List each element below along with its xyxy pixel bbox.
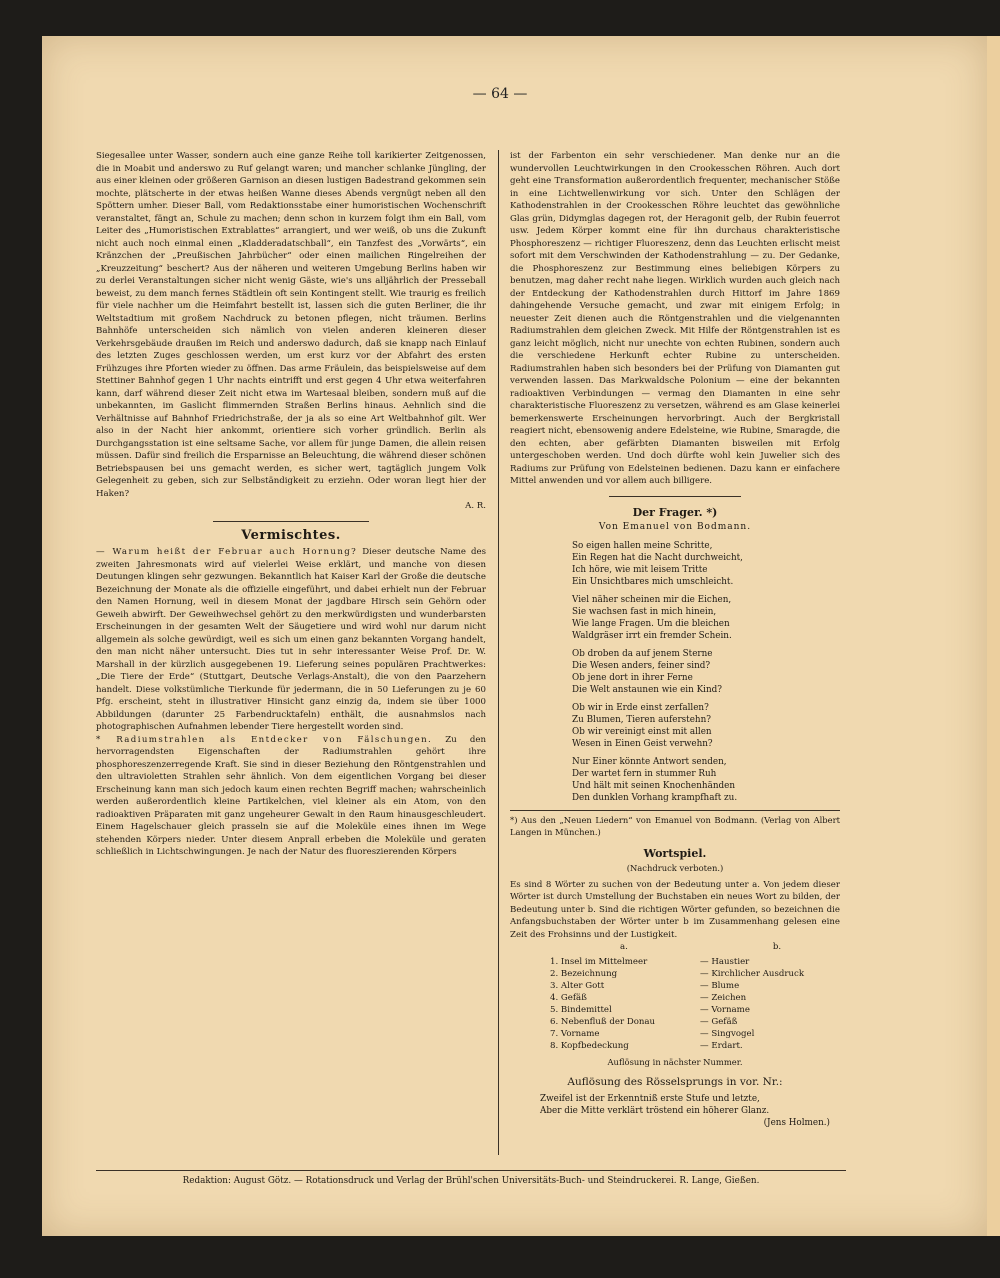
puzzle-col-b: b. [772, 942, 782, 952]
poem-title: Der Frager. *) [632, 505, 718, 519]
poem-stanza [572, 540, 840, 588]
poem-line: Der wartet fern in stummer Ruh [572, 768, 717, 779]
puzzle-cell-b: — Kirchlicher Ausdruck [700, 968, 805, 979]
solution-line: Aber die Mitte verklärt tröstend ein höherer Glanz. [540, 1105, 770, 1116]
column-rule [498, 150, 499, 1155]
puzzle-cell-a: 1. Insel im Mittelmeer [550, 956, 648, 967]
left-column [96, 150, 486, 1160]
section-title: Vermischtes. [241, 527, 341, 543]
item-hornung [96, 546, 486, 734]
puzzle-row [510, 956, 840, 968]
puzzle-cell-a: 4. Gefäß [550, 992, 587, 1003]
puzzle-table [510, 956, 840, 1052]
poem-line: Ob droben da auf jenem Sterne [572, 648, 713, 659]
puzzle-cell-a: 7. Vorname [550, 1028, 600, 1039]
poem-stanza [572, 756, 840, 804]
puzzle-row [510, 1016, 840, 1028]
poem-line: Ein Unsichtbares mich umschleicht. [572, 576, 734, 587]
puzzle-cell-a: 2. Bezeichnung [550, 968, 618, 979]
puzzle-cell-b: — Erdart. [700, 1040, 743, 1051]
puzzle-cell-a: 5. Bindemittel [550, 1004, 612, 1015]
poem-stanza [572, 648, 840, 696]
poem [572, 540, 840, 804]
poem-line: Nur Einer könnte Antwort senden, [572, 756, 727, 767]
puzzle-row [510, 1028, 840, 1040]
solution-lines [510, 1093, 840, 1117]
puzzle-cell-b: — Zeichen [700, 992, 747, 1003]
puzzle-solution-note: Auflösung in nächster Nummer. [607, 1056, 743, 1067]
item-heading: — Warum heißt der Februar auch Hornung? [96, 547, 358, 557]
puzzle-cell-b: — Singvogel [700, 1028, 755, 1039]
article-signature: A. R. [465, 501, 486, 511]
right-column [510, 150, 840, 1160]
poem-line: Den dunklen Vorhang krampfhaft zu. [572, 792, 738, 803]
puzzle-cell-b: — Gefäß [700, 1016, 738, 1027]
puzzle-cell-a: 6. Nebenfluß der Donau [550, 1016, 656, 1027]
imprint-footer: Redaktion: August Götz. — Rotationsdruck und Verlag der Brühl'schen Universitäts-Buch- und Steindruckerei. R. Lange, Gießen. [96, 1170, 846, 1186]
section-divider [213, 521, 369, 522]
solution-title: Auflösung des Rösselsprungs in vor. Nr.: [567, 1076, 783, 1088]
page-number: — 64 — [472, 86, 528, 102]
poem-line: Sie wachsen fast in mich hinein, [572, 606, 717, 617]
poem-divider [609, 496, 741, 497]
solution-signature: (Jens Holmen.) [763, 1117, 830, 1128]
poem-line: Ob wir vereinigt einst mit allen [572, 726, 712, 737]
article-text: Siegesallee unter Wasser, sondern auch eine ganze Reihe toll karikierter Zeitgenossen, die in Moabit und anderswo zu Ruf gelangt waren; und mancher schlanke Jüngling, der aus einer kleinen oder größeren Garnison an diesen lustigen Badestrand gekommen sein mochte, plätscherte in der etwas heißen Wanne dieses Abends vergnügt neben all den Spöttern umher. Dieser Ball, vom Redaktionsstabe einer humoristischen Wochenschrift veranstaltet, fängt an, Schule zu machen; denn schon in kurzem folgt ihm ein Ball, vom Leiter des „Humoristischen Extrablattes“ arrangiert, und wer weiß, ob uns die Zukunft nicht auch noch einmal einen „Kladderadatschball“, ein Tanzfest des „Vorwärts“, ein Kränzchen der „Preußischen Jahrbücher“ oder einen mailichen Ringelreihen der „Kreuzzeitung“ beschert? Aus der näheren und weiteren Umgebung Berlins haben wir zu derlei Veranstaltungen sicher nicht wenig Gäste, wie's uns alljährlich der Presseball beweist, zu dem manch fernes Städtlein oft sein Kontingent stellt. Wie traurig es freilich für viele nachher um die Heimfahrt bestellt ist, lassen sich die guten Berliner, die ihr Weltstadtium mit großem Nachdruck zu betonen pflegen, nicht träumen. Berlins Bahnhöfe unterscheiden sich nämlich von vielen anderen kleineren dieser Verkehrsgebäude draußen im Reich und anderswo dadurch, daß sie knapp nach Einlauf des letzten Zuges geschlossen werden, um erst kurz vor der Abfahrt des ersten Frühzuges ihre Pforten wieder zu öffnen. Das arme Fräulein, das beispielsweise auf dem Stettiner Bahnhof gegen 1 Uhr nachts eintrifft und erst gegen 4 Uhr etwa weiterfahren kann, darf während dieser Zeit nicht etwa im Wartesaal bleiben, sondern muß auf die unbekannten, im Gaslicht flimmernden Straßen Berlins hinaus. Aehnlich sind die Verhältnisse auf Bahnhof Friedrichstraße, der ja als so eine Art Weltbahnhof gilt. Wer also in der Nacht hier ankommt, orientiere sich vorher gründlich. Berlin als Durchgangsstation ist eine seltsame Sache, vor allem für junge Damen, die allein reisen müssen. Dafür sind freilich die Ersparnisse an Beleuchtung, die während dieser schönen Betriebspausen bei uns gemacht werden, es sicher wert, tagtäglich jungem Volk Gelegenheit zu geben, sich zur Selbständigkeit zu erziehn. Oder woran liegt hier der Haken? [96, 151, 486, 499]
puzzle-row [510, 1040, 840, 1052]
poem-line: Viel näher scheinen mir die Eichen, [572, 594, 732, 605]
puzzle-row [510, 1004, 840, 1016]
puzzle-row [510, 980, 840, 992]
puzzle-title: Wortspiel. [643, 846, 707, 860]
poem-line: Wie lange Fragen. Um die bleichen [572, 618, 730, 629]
poem-line: Und hält mit seinen Knochenhänden [572, 780, 735, 791]
poem-line: Die Wesen anders, feiner sind? [572, 660, 711, 671]
poem-footnote: *) Aus den „Neuen Liedern“ von Emanuel von Bodmann. (Verlag von Albert Langen in München.) [510, 810, 840, 838]
poem-line: Ein Regen hat die Nacht durchweicht, [572, 552, 743, 563]
poem-line: Ob jene dort in ihrer Ferne [572, 672, 693, 683]
poem-line: Wesen in Einen Geist verwehn? [572, 738, 713, 749]
puzzle-column-headers [510, 941, 840, 954]
puzzle-row [510, 992, 840, 1004]
puzzle-cell-b: — Blume [700, 980, 740, 991]
solution-line: Zweifel ist der Erkenntniß erste Stufe und letzte, [540, 1093, 760, 1104]
puzzle-cell-a: 8. Kopfbedeckung [550, 1040, 629, 1051]
poem-line: Ob wir in Erde einst zerfallen? [572, 702, 709, 713]
puzzle-cell-a: 3. Alter Gott [550, 980, 605, 991]
poem-byline: Von Emanuel von Bodmann. [598, 522, 752, 532]
poem-stanza [572, 702, 840, 750]
puzzle-note: (Nachdruck verboten.) [626, 863, 724, 873]
poem-line: So eigen hallen meine Schritte, [572, 540, 713, 551]
item-text: Zu den hervorragendsten Eigenschaften der Radiumstrahlen gehört ihre phosphoreszenzerregende Kraft. Sie sind in dieser Beziehung den Röntgenstrahlen und den ultravioletten Strahlen sehr ähnlich. Von dem eigentlichen Vorgang bei dieser Erscheinung kann man sich jedoch kaum einen rechten Begriff machen; wahrscheinlich werden außerordentlich kleine Partikelchen, viel kleiner als ein Atom, von den radioaktiven Präparaten mit ganz ungeheurer Gewalt in den Raum hinausgeschleudert. Einem Hagelschauer gleich prasseln sie auf die Moleküle eines ihnen im Wege stehenden Körpers nieder. Unter diesem Anprall erbeben die Moleküle und geraten schließlich in Lichtschwingungen. Je nach der Natur des fluoreszierenden Körpers [96, 734, 486, 857]
poem-stanza [572, 594, 840, 642]
poem-line: Waldgräser irrt ein fremder Schein. [572, 630, 732, 641]
puzzle-col-a: a. [620, 942, 628, 952]
puzzle-instructions: Es sind 8 Wörter zu suchen von der Bedeutung unter a. Von jedem dieser Wörter ist durch Umstellung der Buchstaben ein neues Wort zu bilden, der Bedeutung unter b. Sind die richtigen Wörter gefunden, so bezeichnen die Anfangsbuchstaben der Wörter unter b im Zusammenhang gelesen eine Zeit des Frohsinns und der Lustigkeit. [510, 879, 840, 940]
adjacent-page-edge [987, 36, 1000, 1236]
article-continuation: ist der Farbenton ein sehr verschiedener. Man denke nur an die wundervollen Leuchtwirkungen in den Crookesschen Röhren. Auch dort geht eine Transformation außerordentlich frequenter, mechanischer Stöße in eine Lichtwellenwirkung vor sich. Unter den Schlägen der Kathodenstrahlen in der Crookesschen Röhre leuchtet das gewöhnliche Glas grün, Didymglas dagegen rot, der Heragonit gelb, der Rubin feuerrot usw. Jedem Körper kommt eine für ihn durchaus charakteristische Phosphoreszenz — richtiger Fluoreszenz, denn das Leuchten erlischt meist sofort mit dem Verschwinden der Kathodenstrahlung — zu. Der Gedanke, die Phosphoreszenz zur Bestimmung eines beliebigen Körpers zu benutzen, mag daher recht nahe liegen. Wirklich wurden auch gleich nach der Entdeckung der Kathodenstrahlen durch Hittorf im Jahre 1869 dahingehende Versuche gemacht, und zwar mit einigem Erfolg; in neuester Zeit dienen auch die Röntgenstrahlen und die vielgenannten Radiumstrahlen dem gleichen Zweck. Mit Hilfe der Röntgenstrahlen ist es ganz leicht möglich, nicht nur unechte von echten Rubinen, sondern auch die verschiedene Herkunft echter Rubine zu unterscheiden. Radiumstrahlen haben sich besonders bei der Prüfung von Diamanten gut verwenden lassen. Das Markwaldsche Polonium — eine der bekannten radioaktiven Verbindungen — vermag den Diamanten in eine sehr charakteristische Fluoreszenz zu versetzen, während es am Glase keinerlei bemerkenswerte Erscheinungen hervorbringt. Auch der Bergkristall reagiert nicht, ebensowenig andere Edelsteine, wie Rubine, Smaragde, die den echten, aber gefärbten Diamanten bisweilen mit Erfolg untergeschoben werden. Und doch dürfte wohl kein Juwelier sich des Radiums zur Prüfung von Edelsteinen bedienen. Dazu kann er einfachere Mittel anwenden und vor allem auch billigere. [510, 151, 840, 486]
poem-line: Ich höre, wie mit leisem Tritte [572, 564, 708, 575]
item-radium [96, 734, 486, 859]
puzzle-row [510, 968, 840, 980]
puzzle-cell-b: — Haustier [700, 956, 750, 967]
poem-line: Zu Blumen, Tieren auferstehn? [572, 714, 711, 725]
item-text: Dieser deutsche Name des zweiten Jahresmonats wird auf vielerlei Weise erklärt, und manche von diesen Deutungen klingen sehr gezwungen. Bekanntlich hat Kaiser Karl der Große die deutsche Bezeichnung der Monate als die offizielle eingeführt, und dabei erhielt nun der Februar den Namen Hornung, weil in diesem Monat der jagdbare Hirsch sein Gehörn oder Geweih abwirft. Der Geweihwechsel gehört zu den merkwürdigsten und wunderbarsten Erscheinungen in der gesamten Welt der Säugetiere und wird wohl nur darum nicht allgemein als solche gewürdigt, weil es sich um einen ganz bekannten Vorgang handelt, den man nicht näher untersucht. Dies tut in sehr interessanter Weise Prof. Dr. W. Marshall in der kürzlich ausgegebenen 19. Lieferung seines populären Prachtwerkes: „Die Tiere der Erde“ (Stuttgart, Deutsche Verlags-Anstalt), die von den Paarzehern handelt. Diese volkstümliche Tierkunde für jedermann, die in 50 Lieferungen zu je 60 Pfg. erscheint, steht in illustrativer Hinsicht ganz einzig da, indem sie über 1000 Abbildungen (darunter 25 Farbendrucktafeln) enthält, die ausnahmslos nach photographischen Aufnahmen lebender Tiere hergestellt worden sind. [96, 547, 486, 732]
puzzle-cell-b: — Vorname [700, 1004, 750, 1015]
item-heading: * Radiumstrahlen als Entdecker von Fälschungen. [96, 734, 433, 745]
poem-line: Die Welt anstaunen wie ein Kind? [572, 684, 722, 695]
